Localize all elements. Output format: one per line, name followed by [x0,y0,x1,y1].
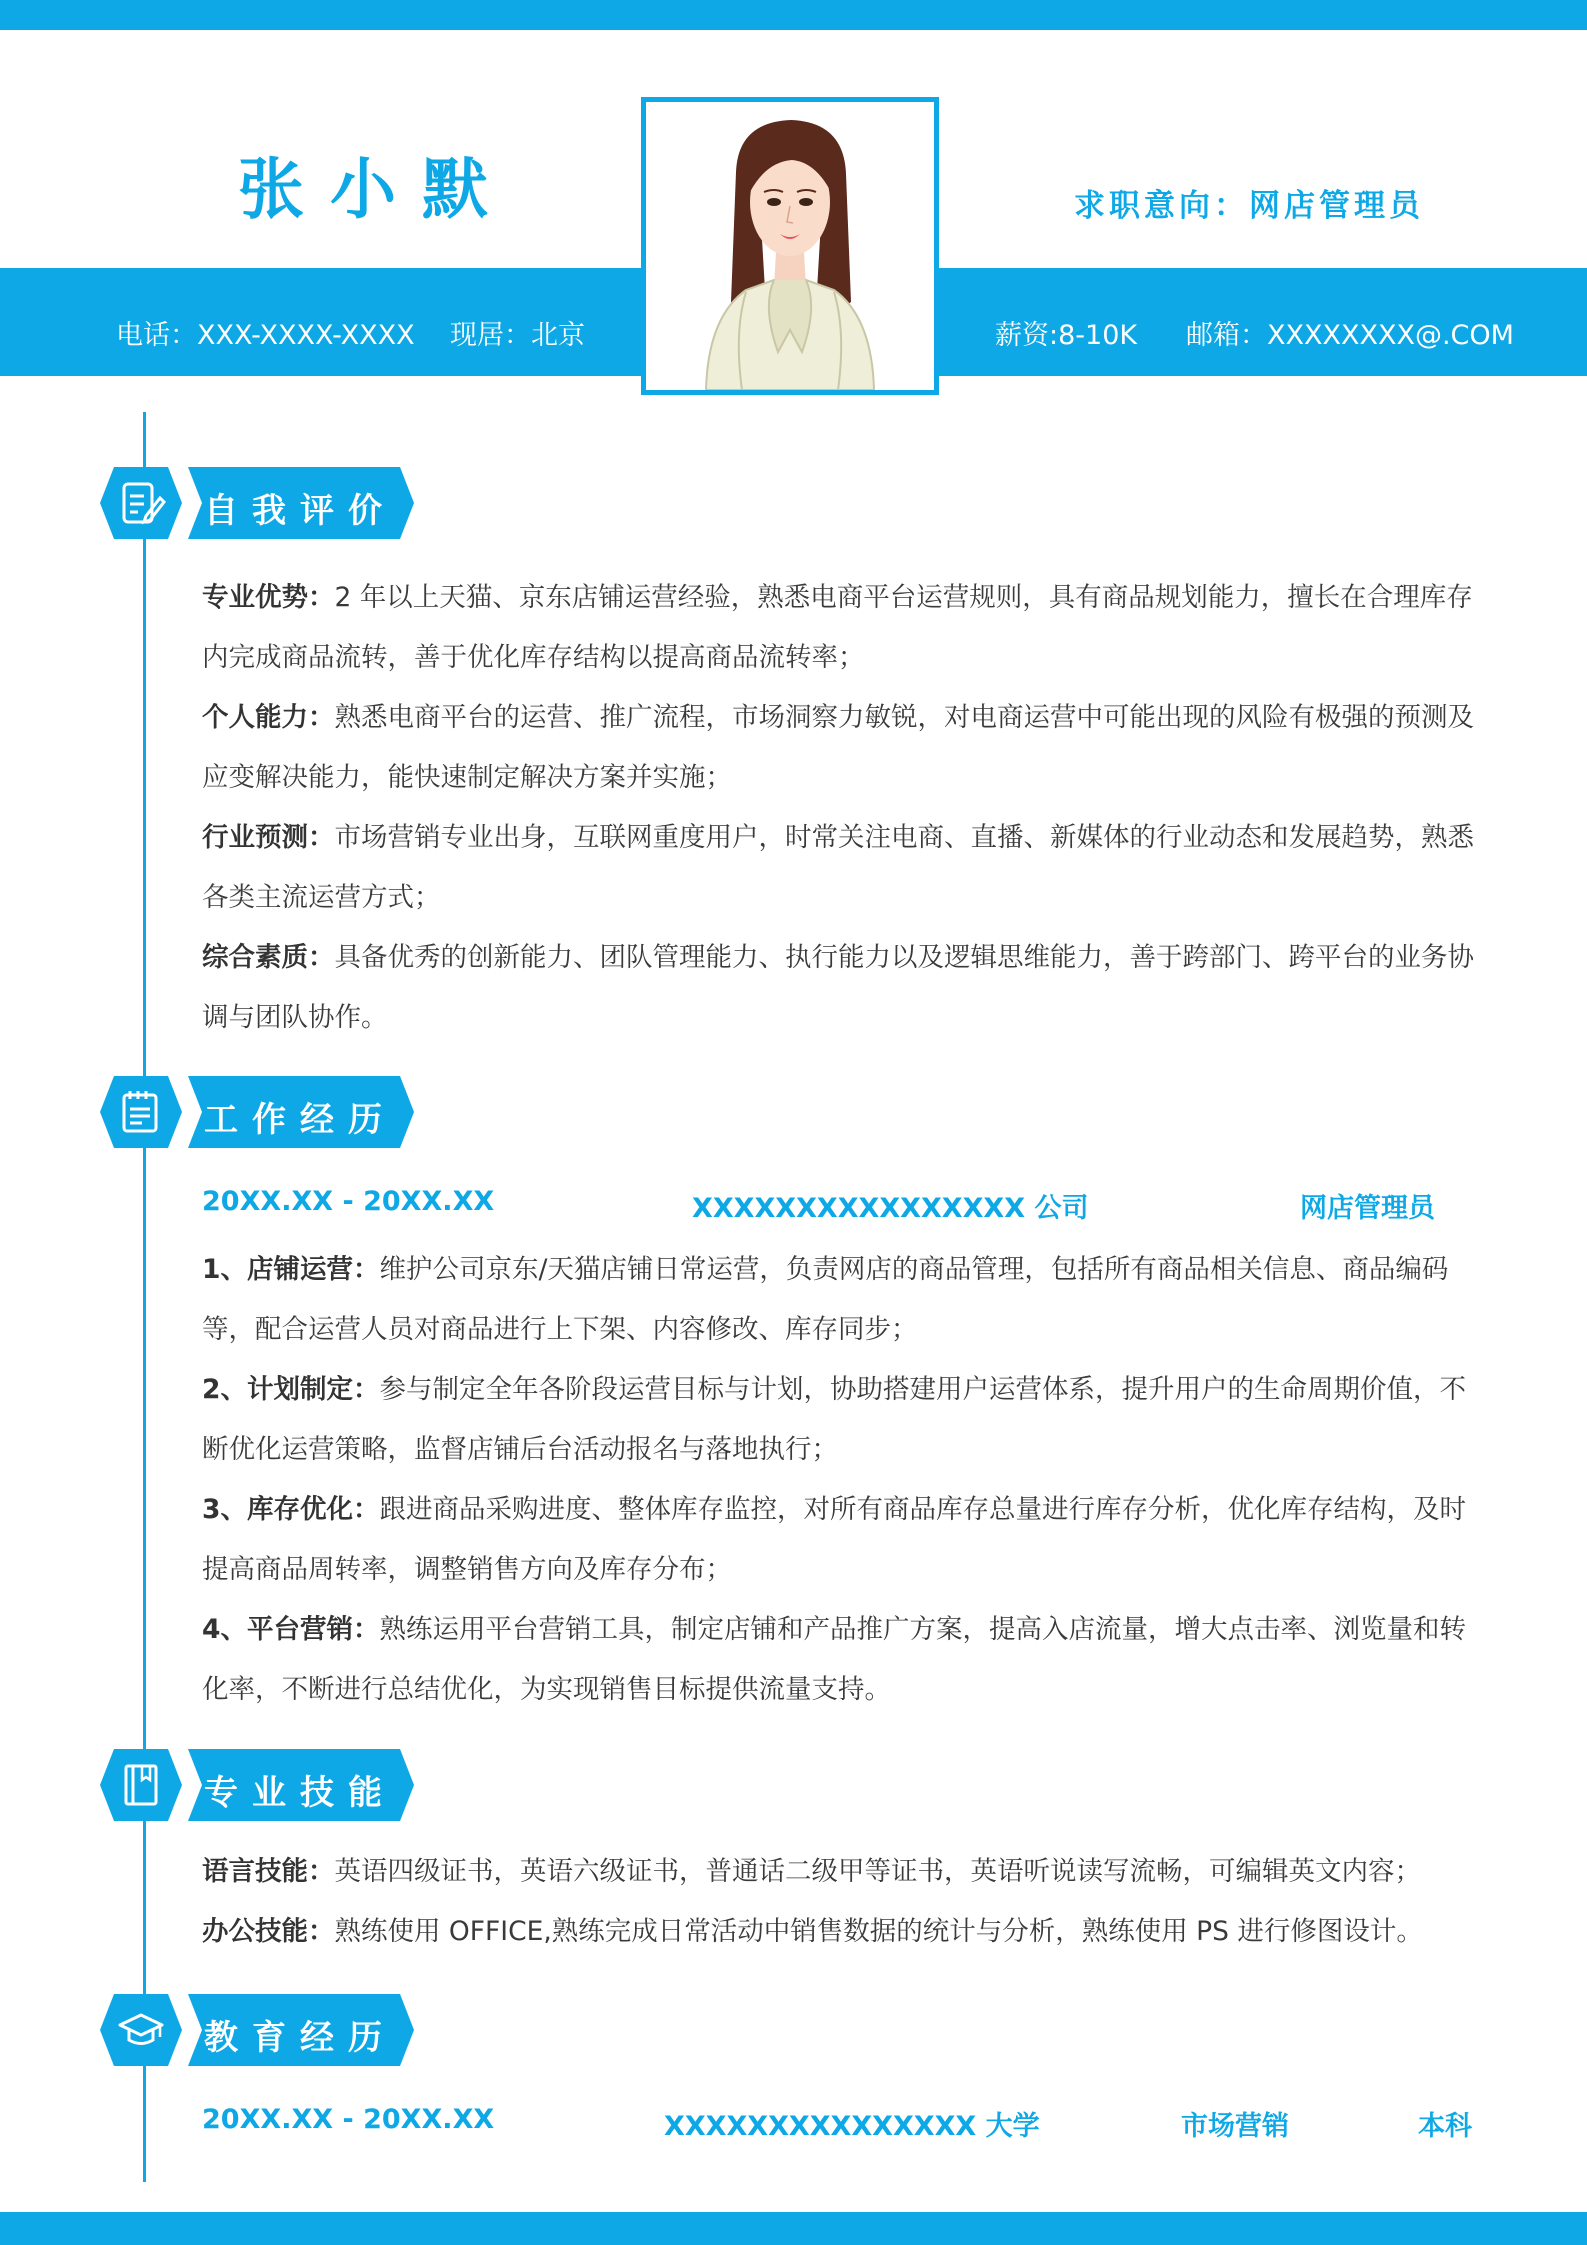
work-item: 1、店铺运营：维护公司京东/天猫店铺日常运营，负责网店的商品管理，包括所有商品相关信息、商品编码等，配合运营人员对商品进行上下架、内容修改、库存同步； [202,1254,1449,1345]
notepad-icon [116,1087,166,1137]
self-eval-item: 综合素质：具备优秀的创新能力、团队管理能力、执行能力以及逻辑思维能力，善于跨部门、跨平台的业务协调与团队协作。 [202,942,1474,1033]
top-accent-bar [0,0,1587,30]
edu-period: 20XX.XX - 20XX.XX [202,2104,495,2135]
edu-major: 市场营销 [1181,2111,1289,2142]
email-text: 邮箱：XXXXXXXX@.COM [1186,320,1514,351]
self-eval-item: 行业预测：市场营销专业出身，互联网重度用户，时常关注电商、直播、新媒体的行业动态和发展趋势，熟悉各类主流运营方式； [202,822,1474,913]
phone-text: 电话：XXX-XXXX-XXXX [116,320,415,351]
note-edit-icon [116,478,166,528]
edu-school: XXXXXXXXXXXXXXX 大学 [664,2111,1040,2142]
profile-photo [641,97,939,395]
candidate-name: 张小默 [238,151,514,228]
section-header-self-eval [100,465,420,541]
book-icon [116,1760,166,1810]
location-text: 现居：北京 [450,320,585,351]
work-item: 4、平台营销：熟练运用平台营销工具，制定店铺和产品推广方案，提高入店流量，增大点击率、浏览量和转化率，不断进行总结优化，为实现销售目标提供流量支持。 [202,1614,1466,1705]
skill-item: 语言技能：英语四级证书，英语六级证书，普通话二级甲等证书，英语听说读写流畅，可编辑英文内容； [202,1856,1421,1887]
work-period: 20XX.XX - 20XX.XX [202,1186,495,1217]
work-item: 2、计划制定：参与制定全年各阶段运营目标与计划，协助搭建用户运营体系，提升用户的生命周期价值，不断优化运营策略，监督店铺后台活动报名与落地执行； [202,1374,1466,1465]
section-title: 工作经历 [204,1100,396,1140]
edu-degree: 本科 [1418,2111,1472,2142]
bottom-accent-bar [0,2212,1587,2245]
section-title: 专业技能 [204,1773,396,1813]
salary-text: 薪资:8-10K [995,320,1138,351]
skill-item: 办公技能：熟练使用 OFFICE,熟练完成日常活动中销售数据的统计与分析，熟练使用 PS 进行修图设计。 [202,1916,1423,1947]
self-eval-item: 专业优势：2 年以上天猫、京东店铺运营经验，熟悉电商平台运营规则，具有商品规划能力，擅长在合理库存内完成商品流转，善于优化库存结构以提高商品流转率； [202,582,1473,673]
work-company: XXXXXXXXXXXXXXXX 公司 [692,1193,1089,1224]
section-header-education [100,1992,420,2068]
timeline-line [143,412,146,2182]
section-header-skills [100,1747,420,1823]
work-item: 3、库存优化：跟进商品采购进度、整体库存监控，对所有商品库存总量进行库存分析，优化库存结构，及时提高商品周转率，调整销售方向及库存分布； [202,1494,1466,1585]
section-title: 自我评价 [204,491,396,531]
graduation-cap-icon [116,2005,166,2055]
work-position: 网店管理员 [1300,1193,1435,1224]
section-title: 教育经历 [204,2018,396,2058]
job-intent: 求职意向：网店管理员 [1074,188,1424,224]
section-header-work [100,1074,420,1150]
self-eval-item: 个人能力：熟悉电商平台的运营、推广流程，市场洞察力敏锐，对电商运营中可能出现的风险有极强的预测及应变解决能力，能快速制定解决方案并实施； [202,702,1474,793]
